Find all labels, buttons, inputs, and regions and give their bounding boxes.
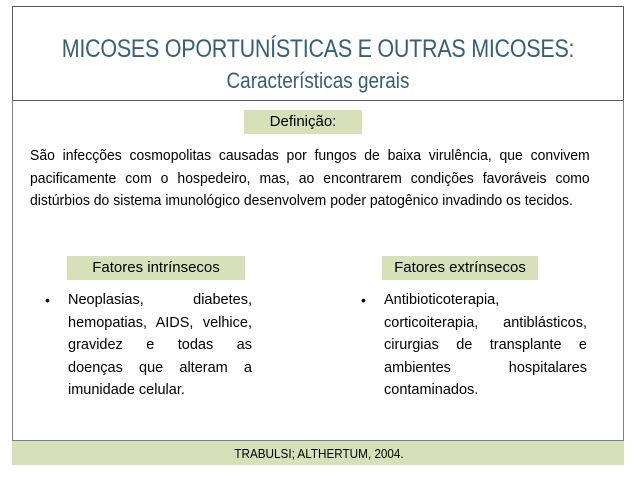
definition-label: Definição: [244,110,362,134]
definition-text: São infecções cosmopolitas causadas por fungos de baixa virulência, que convivem pacificamente com o hospedeiro, mas, ao encontrarem condições favoráveis como distúrbios do sistema imunológico desenvolvem poder patogênico invadindo os tecidos. [30,148,590,209]
footer-divider [12,440,624,441]
slide-title: MICOSES OPORTUNÍSTICAS E OUTRAS MICOSES: [61,35,575,63]
intrinsic-factors-text: Neoplasias, diabetes, hemopatias, AIDS, velhice, gravidez e todas as doenças que alteram a imunidade celular. [68,292,252,398]
intrinsic-bullet-icon: • [45,292,50,308]
extrinsic-bullet-icon: • [361,292,366,308]
frame-left-border [12,100,13,440]
frame-right-border [623,100,624,440]
citation: TRABULSI; ALTHERTUM, 2004. [234,446,404,461]
extrinsic-factors-label: Fatores extrínsecos [382,256,538,280]
title-box [12,6,624,101]
extrinsic-factors-text: Antibioticoterapia, corticoiterapia, antiblásticos, cirurgias de transplante e ambientes hospitalares contaminados. [384,292,587,398]
intrinsic-factors-label: Fatores intrínsecos [67,256,245,280]
slide-subtitle: Características gerais [226,68,410,93]
